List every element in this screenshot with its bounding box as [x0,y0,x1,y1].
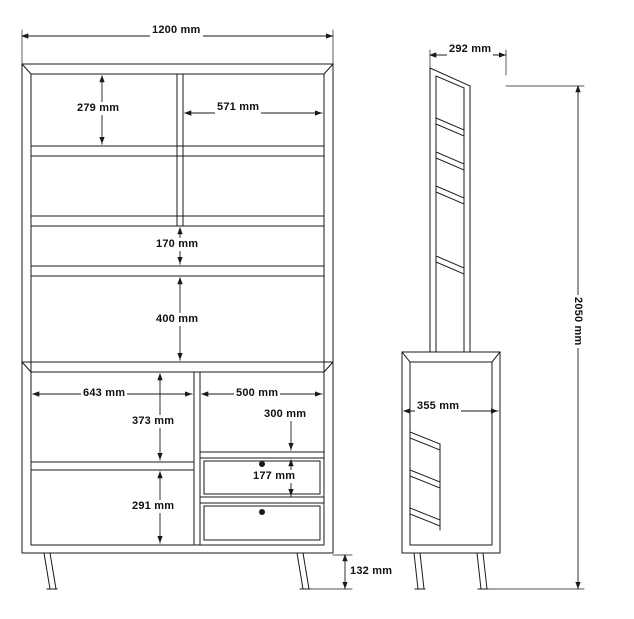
dimension-label-upper-right-width: 571 mm [217,101,260,113]
dimension-label-shelf-gap-400: 400 mm [156,313,199,325]
dimension-label-drawer-height: 177 mm [253,470,296,482]
dimension-label-shelf-gap-170: 170 mm [156,238,199,250]
front-view-geometry [22,64,333,589]
side-view-geometry [402,68,500,589]
dimension-label-overall-height: 2050 mm [572,297,584,346]
dimension-label-overall-width: 1200 mm [152,24,201,36]
dimension-label-lower-right-width: 500 mm [236,387,279,399]
dimension-label-lower-left-width: 643 mm [83,387,126,399]
dimension-label-right-compartment-height: 300 mm [264,408,307,420]
dimension-label-top-shelf-height: 279 mm [77,102,120,114]
dimension-label-lower-left-upper-height: 373 mm [132,415,175,427]
dimension-label-leg-height: 132 mm [350,565,393,577]
dimension-label-lower-left-lower-height: 291 mm [132,500,175,512]
dimension-label-top-depth: 292 mm [449,43,492,55]
dimension-label-base-depth: 355 mm [417,400,460,412]
